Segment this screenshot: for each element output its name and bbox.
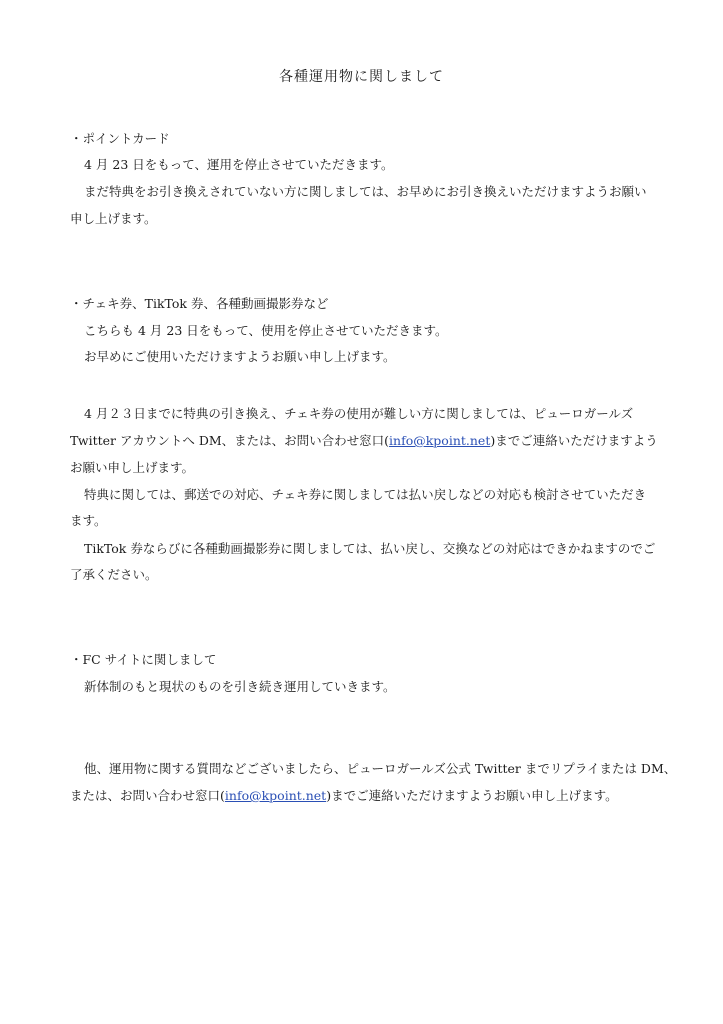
point-card-line-3: 申し上げます。 — [70, 211, 157, 226]
closing-line-1: 他、運用物に関する質問などございましたら、ピューロガールズ公式 Twitter までリプライまたは DM、 — [84, 761, 677, 776]
point-card-line-2: まだ特典をお引き換えされていない方に関しましては、お早めにお引き換えいただけますようお願い — [84, 184, 647, 199]
tickets-line-2: お早めにご使用いただけますようお願い申し上げます。 — [84, 349, 396, 364]
notice-line-3: お願い申し上げます。 — [70, 460, 195, 475]
notice-line-4: 特典に関しては、郵送での対応、チェキ券に関しましては払い戻しなどの対応も検討させていただき — [84, 487, 647, 502]
contact-email-link[interactable]: info@kpoint.net — [389, 433, 491, 448]
notice-line-2-tail: )までご連絡いただけますよう — [490, 433, 658, 448]
section-heading-tickets: ・チェキ券、TikTok 券、各種動画撮影券など — [70, 296, 329, 311]
section-heading-point-card: ・ポイントカード — [70, 131, 170, 146]
notice-line-5: ます。 — [70, 513, 107, 528]
closing-line-2-tail: )までご連絡いただけますようお願い申し上げます。 — [326, 788, 618, 803]
section-heading-fc-site: ・FC サイトに関しまして — [70, 652, 217, 667]
closing-contact-email-link[interactable]: info@kpoint.net — [224, 788, 327, 803]
document-title: 各種運用物に関しまして — [279, 69, 444, 85]
closing-line-2 — [70, 787, 662, 805]
notice-line-7: 了承ください。 — [70, 567, 158, 582]
notice-line-6: TikTok 券ならびに各種動画撮影券に関しましては、払い戻し、交換などの対応はできかねますのでご — [84, 541, 656, 556]
tickets-line-1: こちらも 4 月 23 日をもって、使用を停止させていただきます。 — [84, 323, 448, 338]
fc-site-line-1: 新体制のもと現状のものを引き続き運用していきます。 — [84, 679, 396, 694]
notice-line-2-text: Twitter アカウントへ DM、または、お問い合わせ窓口( — [70, 433, 390, 448]
closing-line-2-text: または、お問い合わせ窓口( — [70, 788, 225, 803]
notice-line-1: 4 月２３日までに特典の引き換え、チェキ券の使用が難しい方に関しましては、ピューロガールズ — [84, 406, 634, 421]
point-card-line-1: 4 月 23 日をもって、運用を停止させていただきます。 — [84, 157, 394, 172]
notice-line-2 — [70, 432, 662, 450]
